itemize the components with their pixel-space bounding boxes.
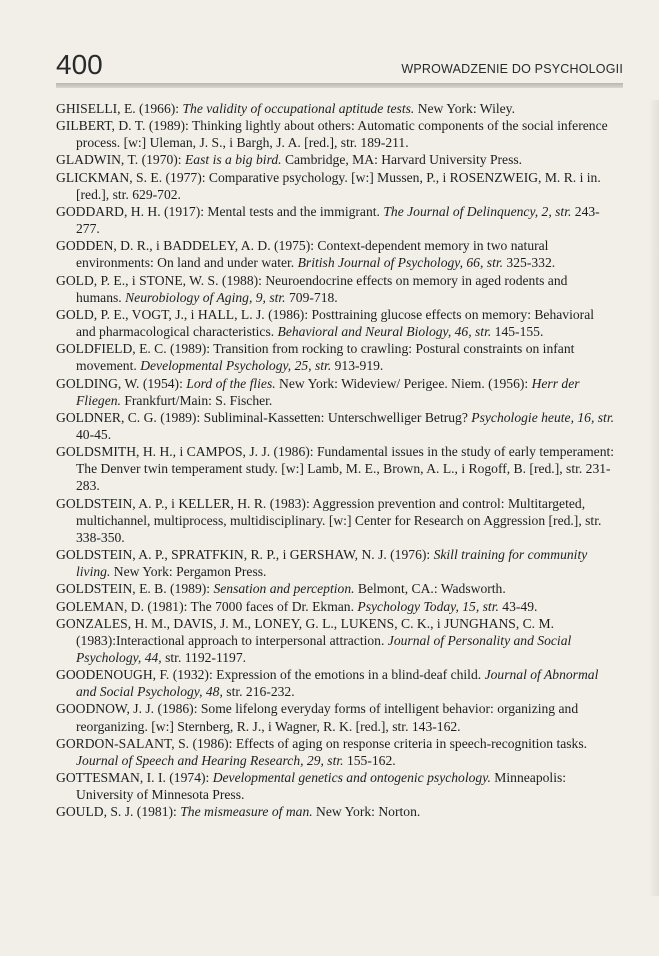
- reference-entry: [56, 375, 616, 409]
- reference-entry: [56, 580, 616, 597]
- reference-text: GLICKMAN, S. E. (1977): Comparative psychology. [w:] Mussen, P., i ROSENZWEIG, M. R. i in. [red.], str. 629-702.: [56, 169, 601, 202]
- reference-entry: [56, 151, 616, 168]
- reference-text: 40-45.: [76, 426, 112, 442]
- page-edge-shadow: [649, 100, 659, 896]
- reference-title: Journal of Personality and Social Psychology, 44,: [76, 632, 572, 665]
- reference-text: GOLDING, W. (1954):: [56, 375, 187, 391]
- reference-text: GHISELLI, E. (1966):: [56, 101, 183, 116]
- reference-entry: [56, 735, 616, 769]
- reference-title: Journal of Speech and Hearing Research, 29, str.: [76, 752, 344, 768]
- reference-text: 155-162.: [343, 752, 396, 768]
- reference-entry: [56, 203, 616, 237]
- page-number: 400: [56, 49, 103, 80]
- running-title: WPROWADZENIE DO PSYCHOLOGII: [401, 62, 623, 76]
- reference-entry: [56, 272, 616, 306]
- reference-title: Developmental genetics and ontogenic psychology.: [212, 770, 491, 786]
- reference-text: Minneapolis: University of Minnesota Press.: [76, 770, 567, 803]
- reference-text: GOLDSTEIN, A. P., SPRATFKIN, R. P., i GERSHAW, N. J. (1976):: [56, 547, 434, 563]
- reference-title: East is a big bird.: [185, 152, 282, 168]
- reference-entry: [56, 100, 616, 117]
- reference-text: GOLEMAN, D. (1981): The 7000 faces of Dr. Ekman.: [56, 598, 358, 614]
- reference-list: [56, 100, 616, 821]
- reference-entry: [56, 237, 616, 271]
- reference-title: Lord of the flies.: [186, 375, 276, 391]
- reference-text: GOLDSTEIN, E. B. (1989):: [56, 581, 214, 597]
- reference-entry: [56, 803, 616, 820]
- reference-entry: [56, 340, 616, 374]
- reference-entry: [56, 495, 616, 546]
- reference-entry: [56, 169, 616, 203]
- reference-title: Psychologie heute, 16, str.: [471, 409, 615, 425]
- reference-title: The validity of occupational aptitude tests.: [182, 101, 415, 116]
- reference-title: Psychology Today, 15, str.: [357, 598, 499, 614]
- reference-title: The Journal of Delinquency, 2, str.: [383, 203, 572, 219]
- reference-text: GOLDSTEIN, A. P., i KELLER, H. R. (1983): Aggression prevention and control: Multitargeted, multichannel, multiprocess, multidisciplinary. [w:] Center for Research on Aggression [red.], str. 338-350.: [56, 495, 602, 545]
- reference-text: GILBERT, D. T. (1989): Thinking lightly about others: Automatic components of the social inference process. [w:] Uleman, J. S., i Bargh, J. A. [red.], str. 189-211.: [56, 118, 608, 151]
- reference-entry: [56, 615, 616, 666]
- reference-text: 709-718.: [285, 289, 338, 305]
- reference-text: GOLDSMITH, H. H., i CAMPOS, J. J. (1986): Fundamental issues in the study of early temperament: The Denver twin temperament study. [w:] Lamb, M. E., Brown, A. L., i Rogoff, B. [red.], str. 231-283.: [56, 444, 615, 494]
- reference-text: New York: Pergamon Press.: [110, 564, 267, 580]
- reference-text: Frankfurt/Main: S. Fischer.: [120, 392, 273, 408]
- reference-entry: [56, 598, 616, 615]
- reference-title: Neurobiology of Aging, 9, str.: [125, 289, 286, 305]
- reference-text: New York: Norton.: [312, 804, 421, 820]
- reference-text: GOLDFIELD, E. C. (1989): Transition from rocking to crawling: Postural constraints on infant movement.: [56, 341, 575, 374]
- reference-entry: [56, 443, 616, 494]
- reference-text: GOODENOUGH, F. (1932): Expression of the emotions in a blind-deaf child.: [56, 667, 485, 683]
- page-header: [56, 50, 623, 84]
- reference-text: GONZALES, H. M., DAVIS, J. M., LONEY, G. L., LUKENS, C. K., i JUNGHANS, C. M. (1983):Interactional approach to interpersonal attraction.: [56, 615, 554, 648]
- reference-text: GODDEN, D. R., i BADDELEY, A. D. (1975): Context-dependent memory in two natural environments: On land and under water.: [56, 238, 549, 271]
- reference-title: Journal of Abnormal and Social Psychology, 48,: [76, 667, 599, 700]
- reference-text: GORDON-SALANT, S. (1986): Effects of aging on response criteria in speech-recognition tasks.: [56, 735, 588, 751]
- reference-text: GOLD, P. E., i STONE, W. S. (1988): Neuroendocrine effects on memory in aged rodents and humans.: [56, 272, 568, 305]
- reference-title: The mismeasure of man.: [180, 804, 313, 820]
- reference-text: Belmont, CA.: Wadsworth.: [354, 581, 506, 597]
- reference-entry: [56, 409, 616, 443]
- reference-text: 913-919.: [331, 358, 384, 374]
- reference-text: GODDARD, H. H. (1917): Mental tests and the immigrant.: [56, 203, 384, 219]
- reference-text: GOLDNER, C. G. (1989): Subliminal-Kassetten: Unterschwelliger Betrug?: [56, 409, 472, 425]
- reference-title: Developmental Psychology, 25, str.: [140, 358, 332, 374]
- header-rule: [56, 83, 623, 88]
- reference-text: New York: Wiley.: [414, 101, 515, 116]
- reference-entry: [56, 306, 616, 340]
- reference-entry: [56, 666, 616, 700]
- reference-entry: [56, 546, 616, 580]
- reference-text: 145-155.: [491, 324, 544, 340]
- reference-title: Behavioral and Neural Biology, 46, str.: [277, 324, 492, 340]
- reference-text: 43-49.: [498, 598, 538, 614]
- reference-text: GOLD, P. E., VOGT, J., i HALL, L. J. (1986): Posttraining glucose effects on memory: Behavioral and pharmacological characteristics.: [56, 306, 595, 340]
- reference-text: 325-332.: [503, 255, 556, 271]
- reference-title: Skill training for community living.: [76, 547, 588, 580]
- reference-text: New York: Wideview/ Perigee. Niem. (1956):: [275, 375, 532, 391]
- reference-entry: [56, 700, 616, 734]
- reference-text: GOULD, S. J. (1981):: [56, 804, 181, 820]
- reference-entry: [56, 769, 616, 803]
- reference-text: 243-277.: [76, 203, 600, 237]
- reference-text: GLADWIN, T. (1970):: [56, 152, 185, 168]
- reference-title: Sensation and perception.: [213, 581, 355, 597]
- reference-text: Cambridge, MA: Harvard University Press.: [281, 152, 523, 168]
- reference-text: GOTTESMAN, I. I. (1974):: [56, 770, 213, 786]
- reference-entry: [56, 117, 616, 151]
- reference-title: British Journal of Psychology, 66, str.: [297, 255, 504, 271]
- reference-title: Herr der Fliegen.: [76, 375, 580, 408]
- reference-text: str. 216-232.: [222, 684, 295, 700]
- reference-text: GOODNOW, J. J. (1986): Some lifelong everyday forms of intelligent behavior: organizing and reorganizing. [w:] Sternberg, R. J., i Wagner, R. K. [red.], str. 143-162.: [56, 701, 579, 734]
- reference-text: str. 1192-1197.: [161, 650, 247, 665]
